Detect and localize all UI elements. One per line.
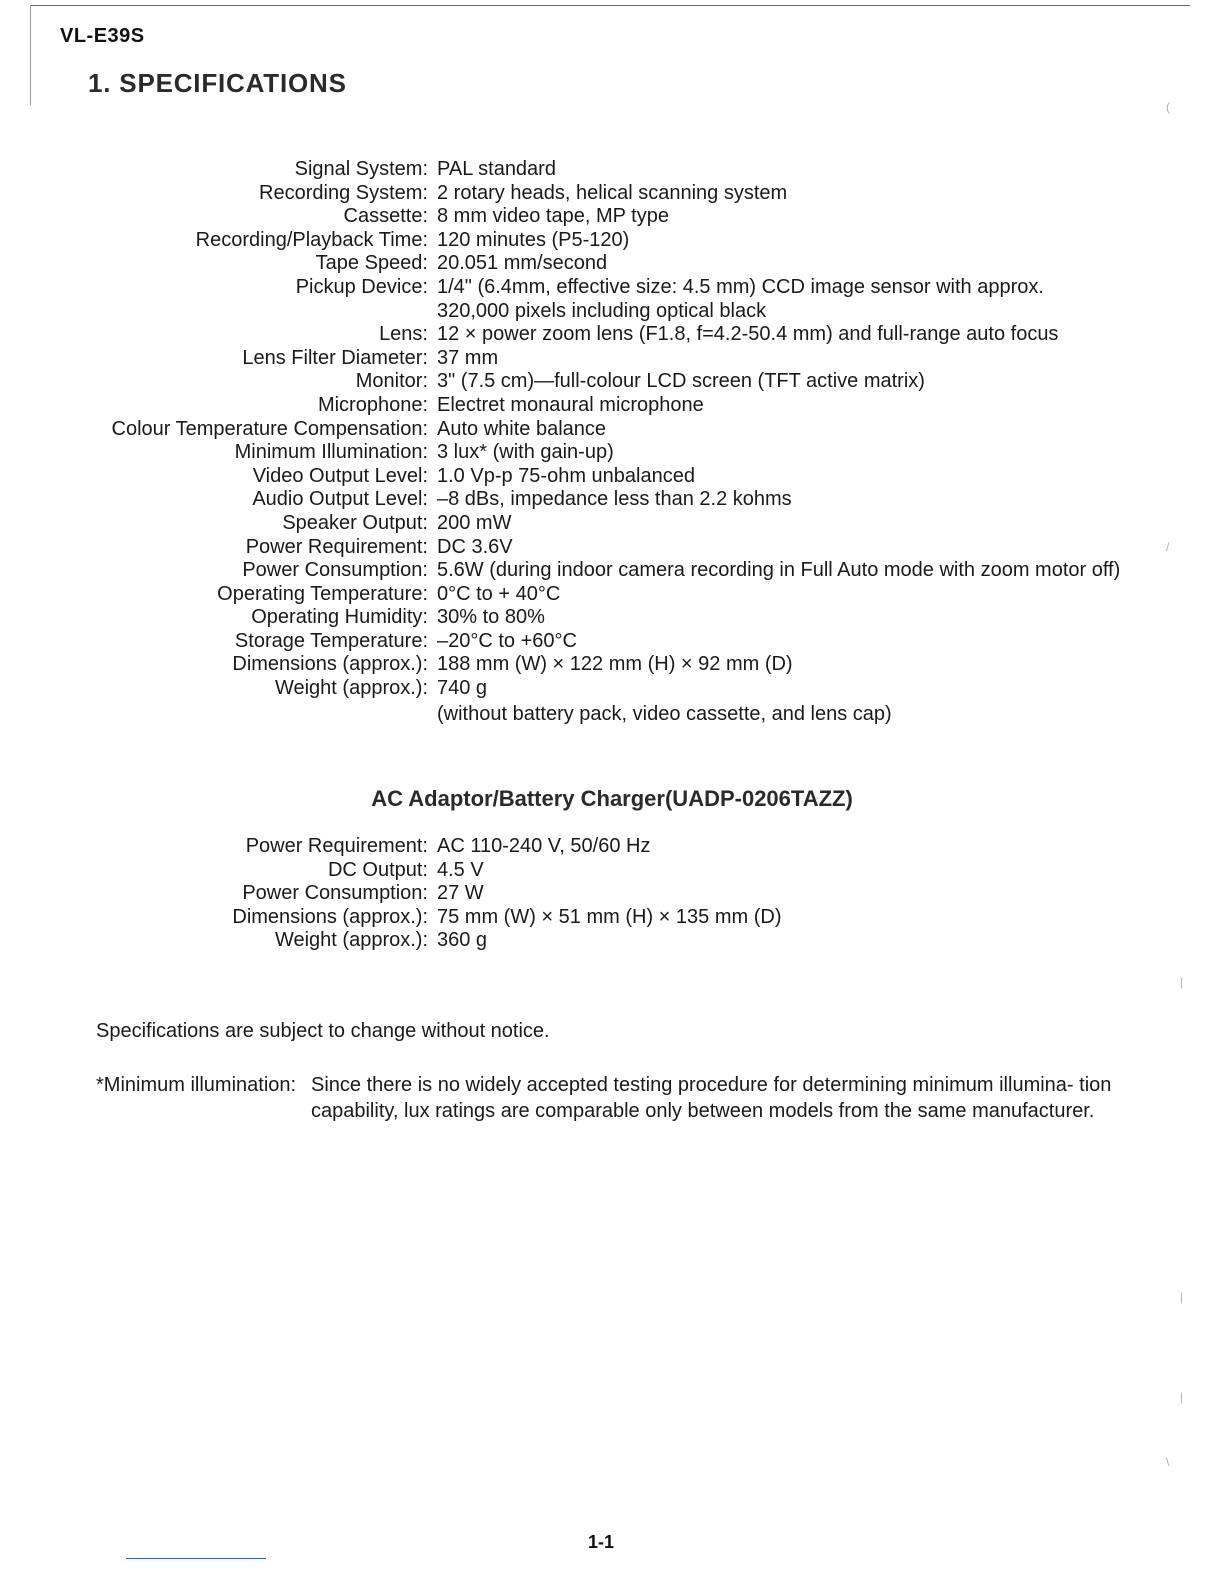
spec-row-microphone xyxy=(0,394,1224,418)
spec-value: 37 mm xyxy=(437,346,499,369)
spec-value: 360 g xyxy=(437,929,488,952)
spec-value: 8 mm video tape, MP type xyxy=(437,205,669,228)
spec-value: –8 dBs, impedance less than 2.2 kohms xyxy=(437,488,792,511)
spec-value: 1/4" (6.4mm, effective size: 4.5 mm) CCD image sensor with approx. xyxy=(437,275,1044,298)
spec-value: 4.5 V xyxy=(437,858,484,881)
spec-row-operating-temperature xyxy=(0,583,1224,607)
main-specs-table xyxy=(0,158,1224,726)
spec-value: PAL standard xyxy=(437,158,556,180)
section-title: 1. SPECIFICATIONS xyxy=(88,68,347,98)
spec-value: 120 minutes (P5-120) xyxy=(437,228,630,251)
spec-row-recording-system xyxy=(0,182,1224,206)
spec-row-cassette xyxy=(0,205,1224,229)
spec-label: Dimensions (approx.): xyxy=(232,905,428,928)
spec-label: DC Output: xyxy=(327,858,428,881)
spec-row-operating-humidity xyxy=(0,606,1224,630)
spec-value: Auto white balance xyxy=(437,417,607,440)
spec-row-tape-speed xyxy=(0,252,1224,276)
spec-label: Weight (approx.): xyxy=(274,677,428,700)
spec-label: Audio Output Level: xyxy=(252,488,428,511)
spec-label: Recording/Playback Time: xyxy=(195,228,428,251)
spec-row-monitor xyxy=(0,370,1224,394)
spec-row-audio-output-level xyxy=(0,488,1224,512)
adaptor-row-dc-output xyxy=(0,859,1224,883)
spec-row-video-output-level xyxy=(0,465,1224,489)
spec-value: –20°C to +60°C xyxy=(437,629,577,652)
adaptor-row-power-consumption xyxy=(0,882,1224,906)
adaptor-section-title xyxy=(0,786,1224,812)
spec-row-dimensions xyxy=(0,653,1224,677)
change-notice: Specifications are subject to change without notice. xyxy=(96,1020,550,1042)
spec-value: 5.6W (during indoor camera recording in Full Auto mode with zoom motor off) xyxy=(437,559,1121,582)
spec-label: Video Output Level: xyxy=(252,464,428,487)
spec-label: Pickup Device: xyxy=(295,275,428,298)
spec-value: 1.0 Vp-p 75-ohm unbalanced xyxy=(437,464,695,487)
spec-value: Electret monaural microphone xyxy=(437,393,704,416)
adaptor-title-text: AC Adaptor/Battery Charger(UADP-0206TAZZ) xyxy=(371,786,853,811)
model-number: VL-E39S xyxy=(60,25,145,47)
spec-value: 0°C to + 40°C xyxy=(437,582,561,605)
scan-mark: | xyxy=(1180,975,1184,989)
spec-row-power-requirement xyxy=(0,536,1224,560)
scan-mark: ( xyxy=(1166,100,1170,114)
spec-value: 20.051 mm/second xyxy=(437,252,608,275)
spec-value: 30% to 80% xyxy=(437,606,545,629)
spec-label: Cassette: xyxy=(343,205,428,228)
spec-label: Weight (approx.): xyxy=(274,929,428,952)
spec-label: Minimum Illumination: xyxy=(234,441,428,464)
footnote-label: *Minimum illumination: xyxy=(96,1074,297,1096)
adaptor-specs-table xyxy=(0,835,1224,953)
spec-value: 200 mW xyxy=(437,511,512,534)
spec-row-pickup-device xyxy=(0,276,1224,300)
page-number: 1-1 xyxy=(588,1532,615,1552)
spec-label: Signal System: xyxy=(294,158,428,180)
spec-row-colour-temperature-compensation xyxy=(0,418,1224,442)
spec-label: Recording System: xyxy=(259,181,428,204)
spec-label: Power Requirement: xyxy=(245,835,428,857)
spec-row-lens-filter-diameter xyxy=(0,347,1224,371)
spec-value: 12 × power zoom lens (F1.8, f=4.2-50.4 mm) and full-range auto focus xyxy=(437,323,1059,346)
spec-value: 2 rotary heads, helical scanning system xyxy=(437,181,788,204)
spec-value: AC 110-240 V, 50/60 Hz xyxy=(437,835,651,857)
spec-value: 3 lux* (with gain-up) xyxy=(437,441,614,464)
spec-value: 75 mm (W) × 51 mm (H) × 135 mm (D) xyxy=(437,905,782,928)
spec-row-signal-system xyxy=(0,158,1224,182)
adaptor-row-weight xyxy=(0,929,1224,953)
spec-label: Colour Temperature Compensation: xyxy=(111,417,428,440)
scan-mark: | xyxy=(1180,1290,1184,1304)
footnote-text: Since there is no widely accepted testing procedure for determining minimum illumina- tion capability, lux ratings are comparable only between models from the same manufacturer. xyxy=(311,1074,1112,1122)
bottom-rule xyxy=(126,1558,266,1559)
spec-label: Lens: xyxy=(379,323,428,346)
adaptor-row-power-requirement xyxy=(0,835,1224,859)
spec-value: 27 W xyxy=(437,882,484,905)
spec-row-pickup-device-continued xyxy=(0,300,1224,324)
top-rule xyxy=(30,5,1190,6)
spec-row-speaker-output xyxy=(0,512,1224,536)
spec-label: Tape Speed: xyxy=(315,252,428,275)
adaptor-row-dimensions xyxy=(0,906,1224,930)
spec-row-weight-continued xyxy=(0,703,1224,727)
spec-row-power-consumption xyxy=(0,559,1224,583)
spec-value-continued: 320,000 pixels including optical black xyxy=(437,299,767,322)
spec-label: Microphone: xyxy=(317,393,428,416)
spec-label: Monitor: xyxy=(355,370,428,393)
spec-label: Power Requirement: xyxy=(245,535,428,558)
spec-value: 3" (7.5 cm)—full-colour LCD screen (TFT active matrix) xyxy=(437,370,925,393)
spec-label: Dimensions (approx.): xyxy=(232,653,428,676)
spec-value-continued: (without battery pack, video cassette, and lens cap) xyxy=(437,702,892,725)
spec-label: Storage Temperature: xyxy=(234,629,428,652)
left-margin-rule xyxy=(30,5,31,105)
spec-value: 188 mm (W) × 122 mm (H) × 92 mm (D) xyxy=(437,653,793,676)
spec-label: Operating Temperature: xyxy=(217,582,428,605)
spec-row-lens xyxy=(0,323,1224,347)
spec-value: DC 3.6V xyxy=(437,535,513,558)
spec-value: 740 g xyxy=(437,677,488,700)
spec-label: Operating Humidity: xyxy=(251,606,428,629)
spec-row-weight xyxy=(0,677,1224,701)
scan-mark: / xyxy=(1166,540,1170,554)
spec-row-recording-playback-time xyxy=(0,229,1224,253)
scan-mark: \ xyxy=(1166,1455,1170,1469)
spec-label: Lens Filter Diameter: xyxy=(242,346,428,369)
spec-row-minimum-illumination xyxy=(0,441,1224,465)
spec-label: Power Consumption: xyxy=(242,559,428,582)
spec-label: Speaker Output: xyxy=(282,511,428,534)
scan-mark: | xyxy=(1180,1390,1184,1404)
spec-label: Power Consumption: xyxy=(242,882,428,905)
spec-row-storage-temperature xyxy=(0,630,1224,654)
